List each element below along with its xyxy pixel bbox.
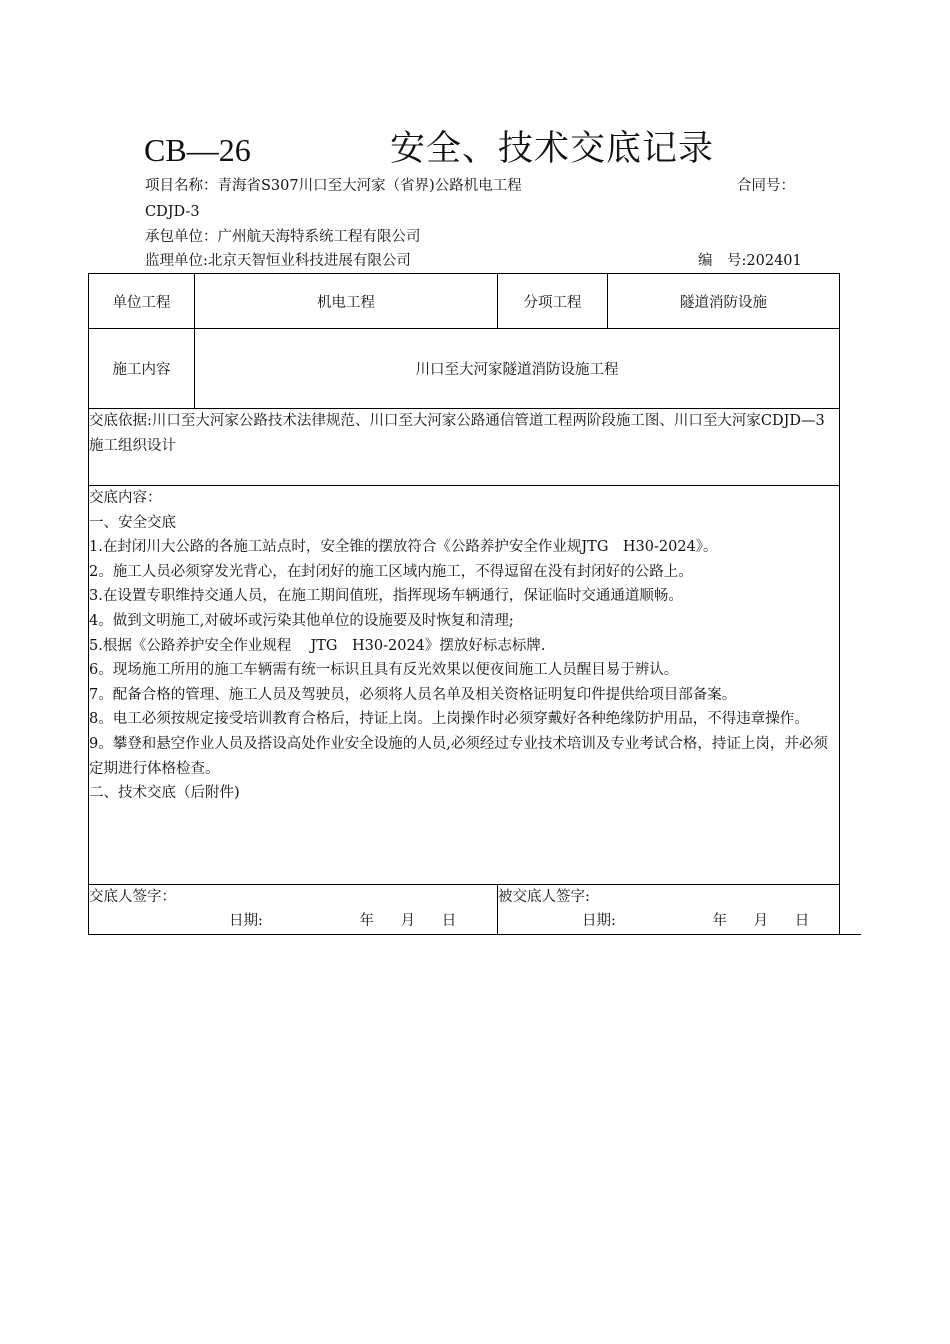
- unit-value: 机电工程: [195, 274, 498, 329]
- project-label: 项目名称：: [145, 178, 218, 194]
- receiver-date: [498, 909, 839, 933]
- sub-value: 隧道消防设施: [608, 274, 840, 329]
- body-line: 7。配备合格的管理、施工人员及驾驶员，必须将人员名单及相关资格证明复印件提供给项目部备案。: [89, 686, 737, 703]
- form-code: CB—26: [144, 132, 251, 168]
- body-line: 交底内容：: [89, 490, 162, 506]
- body-line: 1.在封闭川大公路的各施工站点时，安全锥的摆放符合《公路养护安全作业规JTG H30-2024》。: [89, 539, 718, 556]
- content-value: 川口至大河家隧道消防设施工程: [195, 329, 840, 409]
- contract-label: 合同号：: [737, 178, 795, 194]
- body-line: 9。攀登和悬空作业人员及搭设高处作业安全设施的人员,必须经过专业技术培训及专业考试合格，持证上岗，并必须定期进行体格检查。: [89, 735, 828, 777]
- body-line: 4。做到文明施工,对破坏或污染其他单位的设施要及时恢复和清理;: [89, 612, 514, 629]
- supervisor-label: 监理单位:: [145, 253, 208, 269]
- body-line: 5.根据《公路养护安全作业规程 JTG H30-2024》摆放好标志标牌.: [89, 637, 546, 654]
- month-label: 月: [400, 913, 416, 929]
- table-rule-extension: [839, 934, 861, 935]
- supervisor-line: [145, 251, 411, 271]
- supervisor-value: 北京天智恒业科技进展有限公司: [207, 253, 411, 269]
- signer-date: [89, 909, 497, 933]
- signer-cell: [89, 885, 498, 935]
- document-title: 安全、技术交底记录: [390, 129, 715, 169]
- contractor-value: 广州航天海特系统工程有限公司: [217, 229, 421, 245]
- body-line: 6。现场施工所用的施工车辆需有统一标识且具有反光效果以便夜间施工人员醒目易于辨认。: [89, 662, 679, 679]
- day-label: 日: [794, 913, 810, 929]
- receiver-label: 被交底人签字:: [498, 889, 590, 905]
- basis-cell: [89, 409, 840, 486]
- project-line: [145, 176, 522, 196]
- number-value: 202401: [746, 253, 802, 269]
- body-cell: [89, 486, 840, 885]
- number-line: [698, 251, 802, 271]
- day-label: 日: [441, 913, 457, 929]
- year-label: 年: [359, 913, 374, 929]
- contractor-line: [145, 227, 421, 247]
- month-label: 月: [753, 913, 769, 929]
- body-line: 3.在设置专职维持交通人员，在施工期间值班，指挥现场车辆通行，保证临时交通通道顺畅。: [89, 588, 683, 605]
- year-label: 年: [712, 913, 727, 929]
- project-value: 青海省S307川口至大河家（省界)公路机电工程: [217, 178, 522, 194]
- number-label: 编 号:: [698, 253, 747, 269]
- date-label: 日期:: [229, 913, 263, 929]
- receiver-cell: [498, 885, 840, 935]
- body-line: 8。电工必须按规定接受培训教育合格后，持证上岗。上岗操作时必须穿戴好各种绝缘防护用品，不得违章操作。: [89, 711, 809, 728]
- signer-label: 交底人签字：: [89, 889, 176, 905]
- body-line: 一、安全交底: [89, 514, 176, 531]
- unit-label: 单位工程: [89, 274, 195, 329]
- date-label: 日期:: [582, 913, 616, 929]
- contract-value: CDJD-3: [145, 204, 200, 220]
- record-table: [88, 273, 840, 935]
- contractor-label: 承包单位：: [145, 229, 218, 245]
- body-line: 2。施工人员必须穿发光背心，在封闭好的施工区域内施工，不得逗留在没有封闭好的公路上。: [89, 563, 693, 580]
- content-label: 施工内容: [89, 329, 195, 409]
- body-line: 二、技术交底（后附件): [89, 785, 240, 802]
- sub-label: 分项工程: [498, 274, 608, 329]
- basis-text: 交底依据:川口至大河家公路技术法律规范、川口至大河家公路通信管道工程两阶段施工图、川口至大河家CDJD—3施工组织设计: [89, 413, 825, 454]
